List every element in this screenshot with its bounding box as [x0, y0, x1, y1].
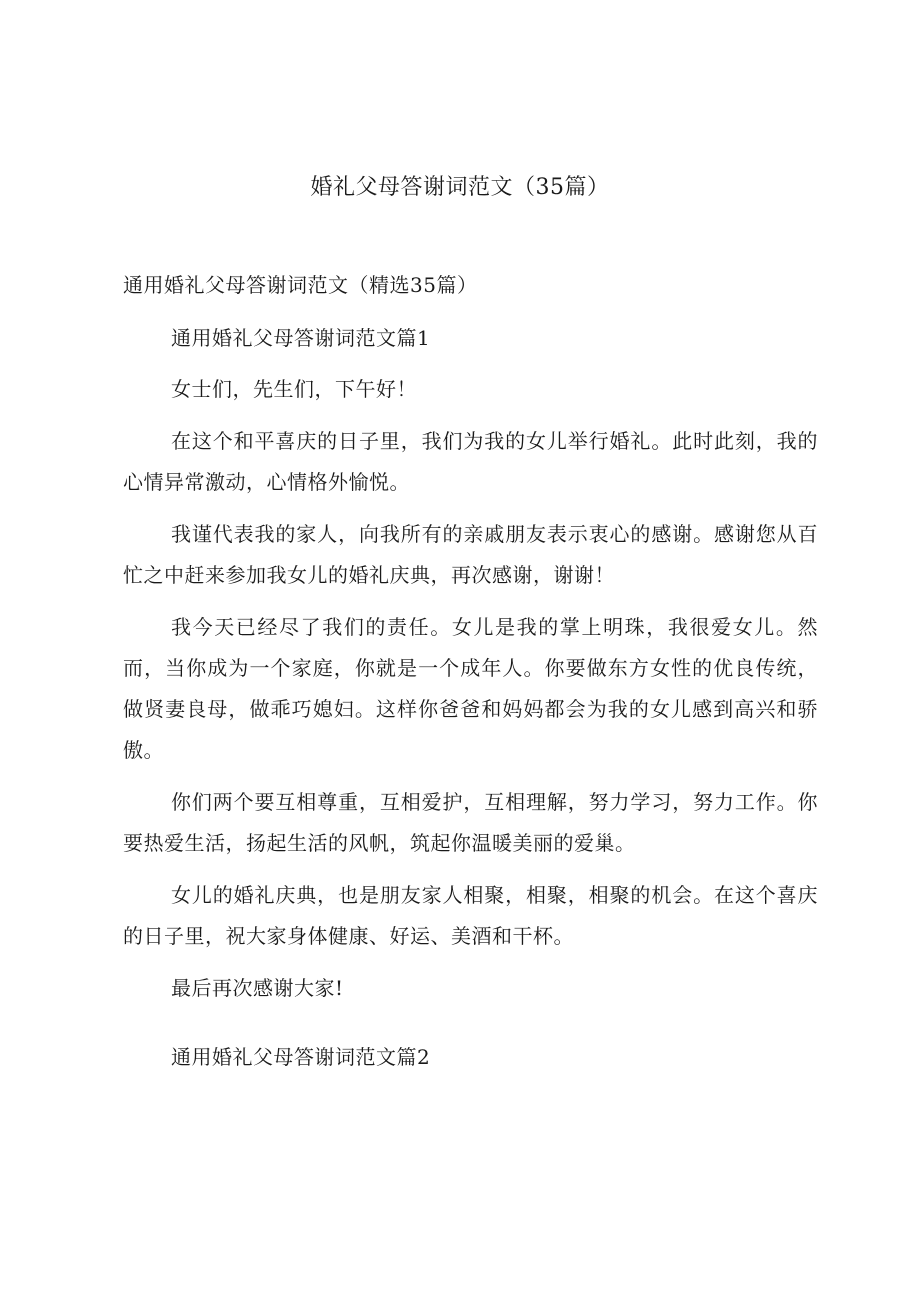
- paragraph: 在这个和平喜庆的日子里，我们为我的女儿举行婚礼。此时此刻，我的心情异常激动，心情格外愉悦。: [123, 429, 818, 494]
- paragraph-closing: 最后再次感谢大家!: [171, 976, 344, 1000]
- paragraph: 我今天已经尽了我们的责任。女儿是我的掌上明珠，我很爱女儿。然而，当你成为一个家庭，你就是一个成年人。你要做东方女性的优良传统，做贤妻良母，做乖巧媳妇。这样你爸爸和妈妈都会为我的女儿感到高兴和骄傲。: [123, 615, 818, 762]
- paragraph: 我谨代表我的家人，向我所有的亲戚朋友表示衷心的感谢。感谢您从百忙之中赶来参加我女儿的婚礼庆典，再次感谢，谢谢！: [123, 522, 818, 587]
- document-body: [123, 318, 818, 1088]
- paragraph: 你们两个要互相尊重，互相爱护，互相理解，努力学习，努力工作。你要热爱生活，扬起生活的风帆，筑起你温暖美丽的爱巢。: [123, 790, 818, 855]
- paragraph-greeting: 女士们，先生们，下午好！: [171, 377, 417, 401]
- section-heading-1: 通用婚礼父母答谢词范文篇1: [171, 326, 431, 350]
- document-subtitle: 通用婚礼父母答谢词范文（精选35篇）: [123, 273, 478, 297]
- document-title: 婚礼父母答谢词范文（35篇）: [310, 175, 610, 200]
- section-heading-2: 通用婚礼父母答谢词范文篇2: [171, 1045, 431, 1069]
- paragraph: 女儿的婚礼庆典，也是朋友家人相聚，相聚，相聚的机会。在这个喜庆的日子里，祝大家身体健康、好运、美酒和干杯。: [123, 883, 818, 948]
